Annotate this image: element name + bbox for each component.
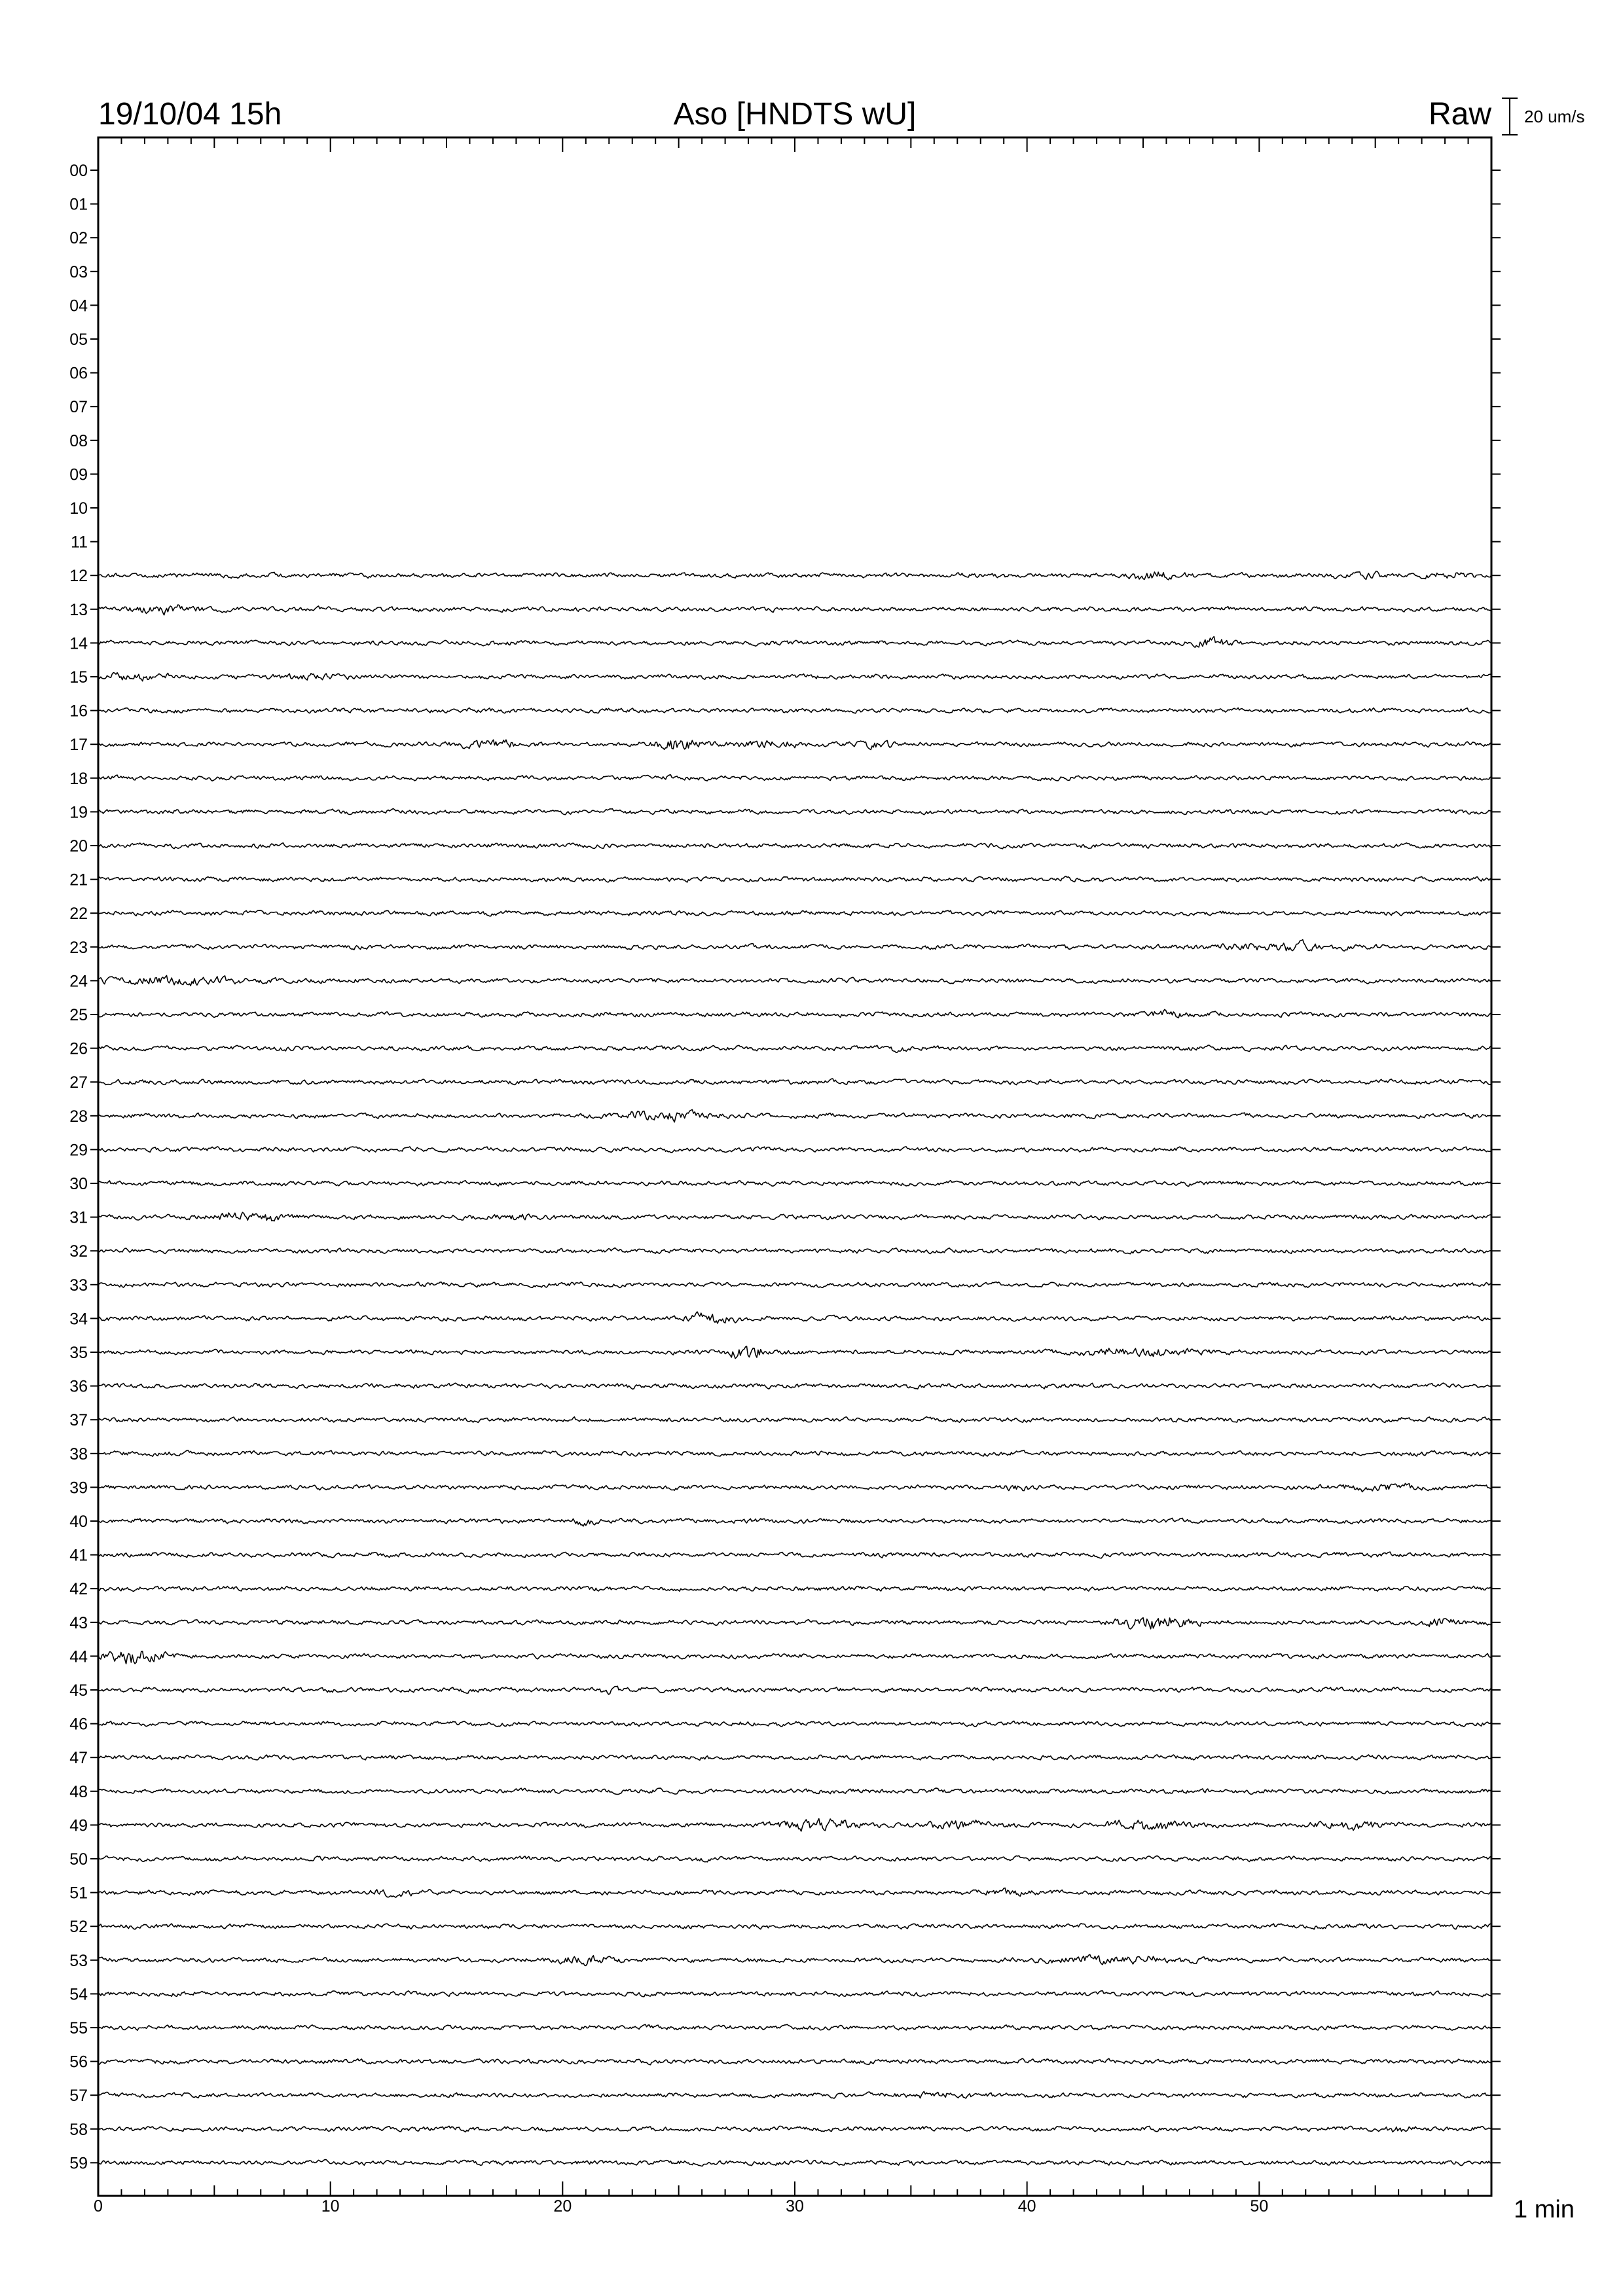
row-label: 16: [69, 702, 88, 721]
row-label: 26: [69, 1039, 88, 1058]
row-label: 13: [69, 600, 88, 619]
seismic-trace-row-51: [98, 1888, 1491, 1897]
row-label: 57: [69, 2087, 88, 2106]
seismic-trace-row-23: [98, 940, 1491, 951]
row-label: 51: [69, 1884, 88, 1903]
seismic-trace-row-58: [98, 2126, 1491, 2132]
row-label: 00: [69, 162, 88, 180]
seismic-trace-row-35: [98, 1346, 1491, 1359]
row-label: 33: [69, 1276, 88, 1295]
seismic-trace-row-15: [98, 673, 1491, 681]
row-label: 17: [69, 736, 88, 755]
seismic-trace-row-14: [98, 637, 1491, 648]
seismic-trace-row-53: [98, 1954, 1491, 1965]
row-label: 41: [69, 1546, 88, 1565]
seismic-trace-row-46: [98, 1721, 1491, 1727]
seismic-trace-row-52: [98, 1924, 1491, 1929]
seismic-trace-row-13: [98, 605, 1491, 615]
seismic-trace-row-38: [98, 1450, 1491, 1456]
row-label: 39: [69, 1479, 88, 1498]
row-label: 20: [69, 837, 88, 855]
row-label: 11: [71, 533, 88, 552]
minute-ticks-top: [98, 137, 1491, 152]
row-label: 03: [69, 262, 88, 281]
row-label: 36: [69, 1377, 88, 1396]
seismic-trace-row-26: [98, 1045, 1491, 1053]
seismic-trace-row-28: [98, 1109, 1491, 1122]
row-label: 42: [69, 1580, 88, 1599]
x-axis-unit-label: 1 min: [1514, 2196, 1575, 2223]
row-label: 43: [69, 1613, 88, 1632]
row-label: 56: [69, 2053, 88, 2072]
seismic-trace-row-32: [98, 1248, 1491, 1254]
row-label: 55: [69, 2019, 88, 2037]
x-axis-tick-labels: [94, 2197, 1268, 2215]
row-label: 32: [69, 1242, 88, 1261]
seismic-trace-row-56: [98, 2058, 1491, 2065]
seismic-trace-row-21: [98, 876, 1491, 882]
seismic-trace-row-19: [98, 809, 1491, 815]
seismic-trace-row-41: [98, 1552, 1491, 1558]
row-label: 02: [69, 229, 88, 248]
row-label: 28: [69, 1107, 88, 1126]
row-label: 44: [69, 1647, 88, 1666]
row-label: 48: [69, 1782, 88, 1801]
seismic-trace-row-43: [98, 1618, 1491, 1629]
seismic-trace-row-18: [98, 775, 1491, 781]
row-label: 22: [69, 905, 88, 924]
seismic-trace-row-24: [98, 976, 1491, 986]
x-tick-label: 50: [1250, 2197, 1269, 2215]
seismic-trace-row-39: [98, 1484, 1491, 1492]
row-label: 35: [69, 1344, 88, 1362]
seismic-trace-row-37: [98, 1417, 1491, 1423]
record-datetime: 19/10/04 15h: [98, 97, 282, 132]
seismic-trace-row-20: [98, 843, 1491, 849]
seismic-trace-row-47: [98, 1755, 1491, 1760]
row-label: 59: [69, 2154, 88, 2173]
row-label: 09: [69, 465, 88, 484]
row-label: 08: [69, 431, 88, 450]
row-label: 58: [69, 2120, 88, 2139]
x-tick-label: 40: [1017, 2197, 1036, 2215]
minute-ticks-bottom: [98, 2181, 1491, 2196]
amplitude-scale-label: 20 um/s: [1524, 107, 1585, 126]
seismic-trace-row-17: [98, 740, 1491, 749]
row-label: 45: [69, 1681, 88, 1700]
row-label: 06: [69, 364, 88, 383]
row-label: 04: [69, 296, 88, 315]
row-label: 52: [69, 1918, 88, 1937]
seismic-trace-row-44: [98, 1651, 1491, 1664]
row-label: 14: [69, 634, 88, 653]
seismic-trace-row-12: [98, 571, 1491, 580]
row-label: 29: [69, 1141, 88, 1160]
x-tick-label: 0: [94, 2197, 103, 2215]
row-label: 18: [69, 769, 88, 788]
row-label: 27: [69, 1073, 88, 1092]
seismic-trace-row-57: [98, 2092, 1491, 2099]
mode-label: Raw: [1428, 97, 1491, 132]
seismic-trace-row-22: [98, 910, 1491, 916]
seismic-trace-row-30: [98, 1181, 1491, 1187]
seismic-trace-row-42: [98, 1586, 1491, 1591]
seismic-trace-row-31: [98, 1212, 1491, 1221]
row-label: 53: [69, 1951, 88, 1970]
row-label: 23: [69, 938, 88, 957]
row-label: 25: [69, 1006, 88, 1024]
seismic-trace-row-16: [98, 708, 1491, 713]
row-label: 30: [69, 1175, 88, 1193]
row-label: 31: [69, 1208, 88, 1227]
seismic-trace-row-27: [98, 1079, 1491, 1085]
row-label: 19: [69, 803, 88, 822]
row-label: 54: [69, 1985, 88, 2004]
row-label: 05: [69, 331, 88, 349]
row-label: 40: [69, 1513, 88, 1531]
row-labels: [69, 162, 88, 2172]
x-tick-label: 20: [553, 2197, 572, 2215]
seismic-trace-row-29: [98, 1147, 1491, 1153]
seismic-trace-row-36: [98, 1383, 1491, 1389]
seismic-trace-row-54: [98, 1991, 1491, 1997]
row-label: 47: [69, 1749, 88, 1768]
seismic-trace-row-45: [98, 1686, 1491, 1695]
seismic-trace-row-48: [98, 1788, 1491, 1794]
row-label: 21: [69, 870, 88, 889]
row-label: 38: [69, 1444, 88, 1463]
plot-frame: [98, 137, 1491, 2196]
seismic-trace-row-40: [98, 1518, 1491, 1526]
seismic-trace-row-50: [98, 1856, 1491, 1862]
row-label: 07: [69, 398, 88, 417]
row-label: 49: [69, 1816, 88, 1835]
hour-row-ticks: [90, 170, 1501, 2162]
seismic-trace-row-25: [98, 1009, 1491, 1018]
seismic-trace-row-34: [98, 1312, 1491, 1323]
row-label: 37: [69, 1411, 88, 1430]
row-label: 12: [69, 567, 88, 586]
seismic-traces: [98, 571, 1491, 2166]
row-label: 10: [69, 499, 88, 518]
row-label: 34: [69, 1310, 88, 1329]
x-tick-label: 10: [321, 2197, 340, 2215]
amplitude-scale-bar: [1502, 98, 1518, 135]
row-label: 01: [69, 195, 88, 214]
chart-title: Aso [HNDTS wU]: [673, 97, 917, 132]
seismic-trace-row-33: [98, 1282, 1491, 1288]
seismic-trace-row-55: [98, 2024, 1491, 2030]
seismic-trace-row-49: [98, 1819, 1491, 1831]
row-label: 50: [69, 1850, 88, 1869]
row-label: 24: [69, 972, 88, 991]
seismic-trace-row-59: [98, 2160, 1491, 2166]
row-label: 15: [69, 668, 88, 687]
row-label: 46: [69, 1715, 88, 1734]
x-tick-label: 30: [786, 2197, 804, 2215]
